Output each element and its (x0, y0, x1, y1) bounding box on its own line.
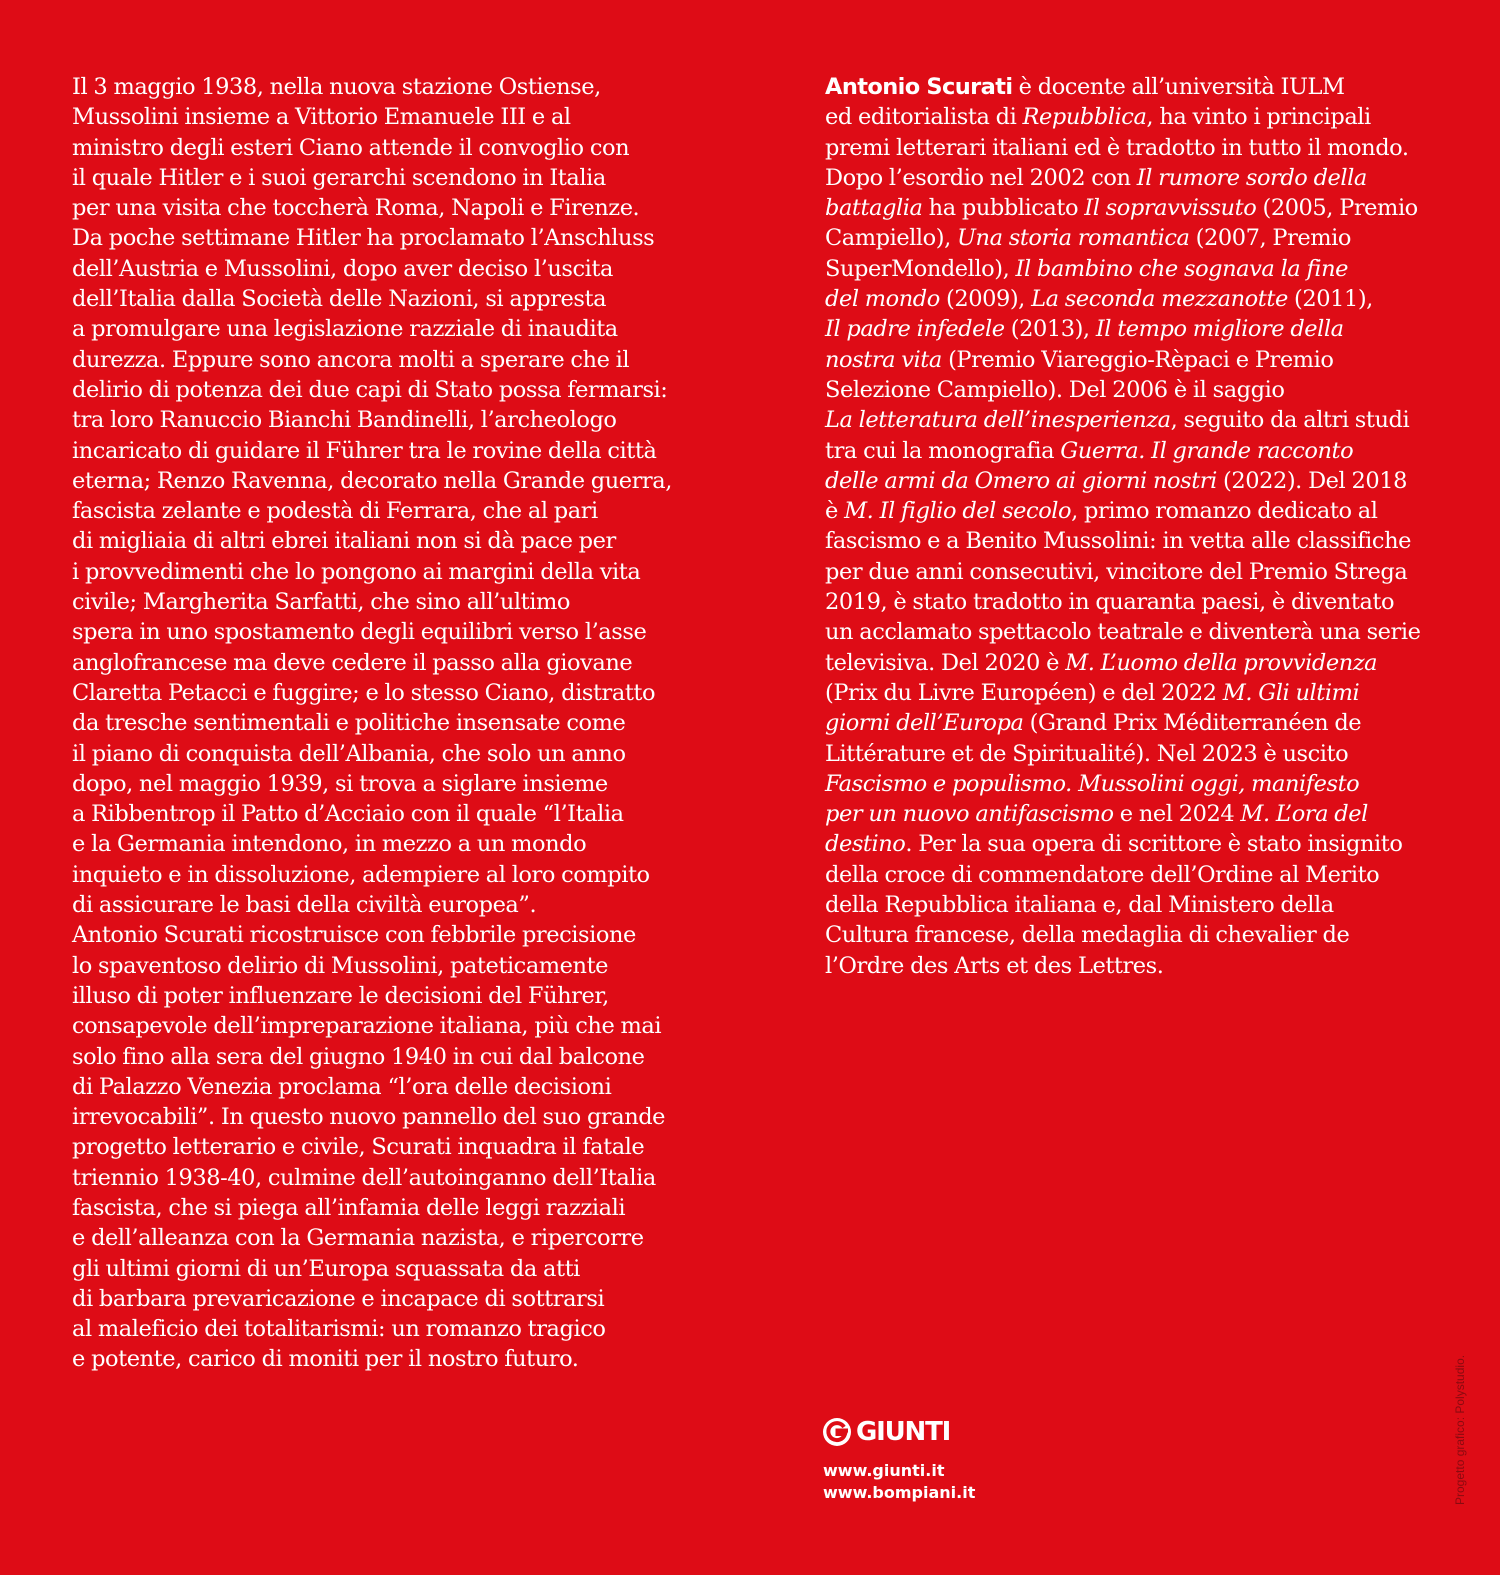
bio-line (825, 284, 1465, 314)
bio-text: per due anni consecutivi, vincitore del Premio Strega (825, 558, 1408, 585)
synopsis-line: il piano di conquista dell’Albania, che solo un anno (72, 740, 626, 767)
synopsis-line: al maleficio dei totalitarismi: un romanzo tragico (72, 1316, 606, 1343)
bio-line (825, 405, 1465, 435)
bio-line (825, 678, 1465, 708)
bio-text: , primo romanzo dedicato al (1071, 498, 1378, 525)
book-title: per un nuovo antifascismo (825, 801, 1114, 828)
bio-text: (2022). Del 2018 (1216, 467, 1407, 494)
synopsis-line: per una visita che toccherà Roma, Napoli e Firenze. (72, 195, 640, 222)
bio-text: televisiva. Del 2020 è (825, 649, 1066, 676)
bio-line (825, 223, 1465, 253)
bio-text: fascismo e a Benito Mussolini: in vetta alle classifiche (825, 528, 1411, 555)
synopsis-line: fascista, che si piega all’infamia delle leggi razziali (72, 1194, 626, 1221)
synopsis-line: incaricato di guidare il Führer tra le rovine della città (72, 437, 657, 464)
bio-line (825, 254, 1465, 284)
synopsis-line: irrevocabili”. In questo nuovo pannello del suo grande (72, 1104, 666, 1131)
giunti-g-icon (822, 1417, 852, 1447)
bio-text: Dopo l’esordio nel 2002 con (825, 164, 1137, 191)
synopsis-line: dell’Italia dalla Società delle Nazioni, si appresta (72, 286, 607, 313)
bio-text: (Premio Viareggio-Rèpaci e Premio (941, 346, 1334, 373)
bio-text: (2007, Premio (1189, 225, 1351, 252)
book-title: Guerra. Il grande racconto (1060, 437, 1354, 464)
synopsis-line: progetto letterario e civile, Scurati inquadra il fatale (72, 1134, 645, 1161)
synopsis-line: a promulgare una legislazione razziale di inaudita (72, 316, 618, 343)
synopsis-line: e la Germania intendono, in mezzo a un mondo (72, 831, 587, 858)
bio-text: l’Ordre des Arts et des Lettres. (825, 952, 1164, 979)
synopsis-line: i provvedimenti che lo pongono ai margini della vita (72, 558, 641, 585)
book-title: Repubblica (1022, 104, 1147, 131)
bio-text: (2009), (939, 286, 1032, 313)
bio-text: (2005, Premio (1256, 195, 1418, 222)
design-credit: Progetto grafico: Polystudio. (1453, 1354, 1467, 1505)
synopsis-line: solo fino alla sera del giugno 1940 in cui dal balcone (72, 1043, 645, 1070)
bio-text: un acclamato spettacolo teatrale e diventerà una serie (825, 619, 1421, 646)
bio-text: e nel 2024 (1113, 801, 1241, 828)
bio-text: (2011), (1287, 286, 1373, 313)
bio-line (825, 526, 1465, 556)
giunti-link[interactable]: www.giunti.it (823, 1461, 945, 1480)
bio-text: della Repubblica italiana e, dal Ministero della (825, 892, 1334, 919)
synopsis-line: triennio 1938-40, culmine dell’autoinganno dell’Italia (72, 1164, 656, 1191)
bio-line (825, 72, 1465, 102)
bio-line (825, 829, 1465, 859)
bio-text: ed editorialista di (825, 104, 1023, 131)
giunti-logo[interactable] (822, 1417, 950, 1447)
synopsis-line: di Palazzo Venezia proclama “l’ora delle decisioni (72, 1073, 612, 1100)
bio-line (825, 708, 1465, 738)
synopsis-line: fascista zelante e podestà di Ferrara, che al pari (72, 498, 598, 525)
synopsis-line: durezza. Eppure sono ancora molti a sperare che il (72, 346, 630, 373)
book-title: M. L’ora del (1240, 801, 1368, 828)
synopsis-line: da tresche sentimentali e politiche insensate come (72, 710, 626, 737)
bio-line (825, 314, 1465, 344)
synopsis-text (72, 72, 702, 1375)
synopsis-line: e potente, carico di moniti per il nostro futuro. (72, 1346, 579, 1373)
synopsis-line: ministro degli esteri Ciano attende il convoglio con (72, 134, 630, 161)
bio-text: SuperMondello), (825, 255, 1016, 282)
synopsis-line: il quale Hitler e i suoi gerarchi scendono in Italia (72, 164, 606, 191)
book-title: battaglia (825, 195, 923, 222)
bio-line (825, 799, 1465, 829)
synopsis-line: Claretta Petacci e fuggire; e lo stesso Ciano, distratto (72, 679, 656, 706)
bio-text: Littérature et de Spiritualité). Nel 2023 è uscito (825, 740, 1349, 767)
bio-line (825, 133, 1465, 163)
synopsis-line: e dell’alleanza con la Germania nazista, e ripercorre (72, 1225, 644, 1252)
synopsis-line: di barbara prevaricazione e incapace di sottrarsi (72, 1285, 605, 1312)
book-title: La letteratura dell’inesperienza (825, 407, 1171, 434)
bio-line (825, 466, 1465, 496)
bio-line (825, 617, 1465, 647)
bio-text: della croce di commendatore dell’Ordine al Merito (825, 861, 1380, 888)
author-bio (825, 72, 1465, 981)
bio-text: è docente all’università IULM (1012, 74, 1345, 100)
synopsis-line: civile; Margherita Sarfatti, che sino all’ultimo (72, 589, 570, 616)
bio-line (825, 769, 1465, 799)
synopsis-line: anglofrancese ma deve cedere il passo alla giovane (72, 649, 633, 676)
book-title: Una storia romantica (957, 225, 1190, 252)
book-title: Fascismo e populismo. Mussolini oggi, manifesto (825, 770, 1360, 797)
synopsis-line: gli ultimi giorni di un’Europa squassata da atti (72, 1255, 580, 1282)
synopsis-line: delirio di potenza dei due capi di Stato possa fermarsi: (72, 376, 668, 403)
book-title: Il padre infedele (825, 316, 1005, 343)
bio-text: è (825, 498, 845, 525)
book-title: del mondo (825, 286, 940, 313)
synopsis-line: Antonio Scurati ricostruisce con febbrile precisione (72, 922, 636, 949)
synopsis-line: Mussolini insieme a Vittorio Emanuele III e al (72, 104, 571, 131)
book-title: M. Gli ultimi (1222, 679, 1360, 706)
synopsis-line: lo spaventoso delirio di Mussolini, pateticamente (72, 952, 609, 979)
bio-line (825, 557, 1465, 587)
bio-line (825, 375, 1465, 405)
bio-line (825, 920, 1465, 950)
bio-text: ha pubblicato (922, 195, 1085, 222)
bio-line (825, 951, 1465, 981)
publisher-links (823, 1460, 975, 1504)
synopsis-line: Il 3 maggio 1938, nella nuova stazione Ostiense, (72, 74, 601, 100)
bio-text: Campiello), (825, 225, 958, 252)
book-title: La seconda mezzanotte (1031, 286, 1288, 313)
bio-text: premi letterari italiani ed è tradotto in tutto il mondo. (825, 134, 1409, 161)
book-title: M. L’uomo della provvidenza (1065, 649, 1378, 676)
bio-text: Selezione Campiello). Del 2006 è il saggio (825, 376, 1285, 403)
book-title: Il tempo migliore della (1095, 316, 1344, 343)
book-title: Il rumore sordo della (1136, 164, 1367, 191)
synopsis-line: spera in uno spostamento degli equilibri verso l’asse (72, 619, 647, 646)
synopsis-line: di migliaia di altri ebrei italiani non si dà pace per (72, 528, 616, 555)
bio-text: (2013), (1004, 316, 1096, 343)
author-name: Antonio Scurati (825, 74, 1013, 100)
book-title: M. Il figlio del secolo (844, 498, 1072, 525)
synopsis-line: a Ribbentrop il Patto d’Acciaio con il quale “l’Italia (72, 801, 624, 828)
bio-text: 2019, è stato tradotto in quaranta paesi, è diventato (825, 589, 1395, 616)
synopsis-line: eterna; Renzo Ravenna, decorato nella Grande guerra, (72, 467, 672, 494)
bio-text: tra cui la monografia (825, 437, 1061, 464)
bio-text: (Prix du Livre Européen) e del 2022 (825, 679, 1223, 706)
synopsis-line: illuso di poter influenzare le decisioni del Führer, (72, 982, 609, 1009)
bompiani-link[interactable]: www.bompiani.it (823, 1483, 976, 1502)
bio-line (825, 648, 1465, 678)
book-title: delle armi da Omero ai giorni nostri (825, 467, 1217, 494)
bio-line (825, 163, 1465, 193)
bio-text: , seguito da altri studi (1170, 407, 1410, 434)
bio-text: (Grand Prix Méditerranéen de (1023, 710, 1362, 737)
giunti-logo-text: GIUNTI (856, 1417, 951, 1447)
bio-line (825, 587, 1465, 617)
synopsis-line: dell’Austria e Mussolini, dopo aver deciso l’uscita (72, 255, 613, 282)
book-title: nostra vita (825, 346, 942, 373)
synopsis-line: inquieto e in dissoluzione, adempiere al loro compito (72, 861, 650, 888)
bio-line (825, 860, 1465, 890)
bio-text: . Per la sua opera di scrittore è stato insignito (905, 831, 1403, 858)
bio-line (825, 193, 1465, 223)
bio-line (825, 436, 1465, 466)
synopsis-line: Da poche settimane Hitler ha proclamato l’Anschluss (72, 225, 655, 252)
bio-line (825, 345, 1465, 375)
synopsis-line: tra loro Ranuccio Bianchi Bandinelli, l’archeologo (72, 407, 617, 434)
bio-text: , ha vinto i principali (1146, 104, 1371, 131)
bio-line (825, 890, 1465, 920)
book-title: destino (825, 831, 906, 858)
synopsis-line: di assicurare le basi della civiltà europea”. (72, 892, 537, 919)
bio-line (825, 739, 1465, 769)
book-title: Il bambino che sognava la fine (1015, 255, 1349, 282)
synopsis-line: dopo, nel maggio 1939, si trova a siglare insieme (72, 770, 608, 797)
book-title: giorni dell’Europa (825, 710, 1024, 737)
bio-line (825, 102, 1465, 132)
synopsis-line: consapevole dell’impreparazione italiana, più che mai (72, 1013, 662, 1040)
bio-text: Cultura francese, della medaglia di chevalier de (825, 922, 1350, 949)
bio-line (825, 496, 1465, 526)
book-title: Il sopravvissuto (1084, 195, 1257, 222)
